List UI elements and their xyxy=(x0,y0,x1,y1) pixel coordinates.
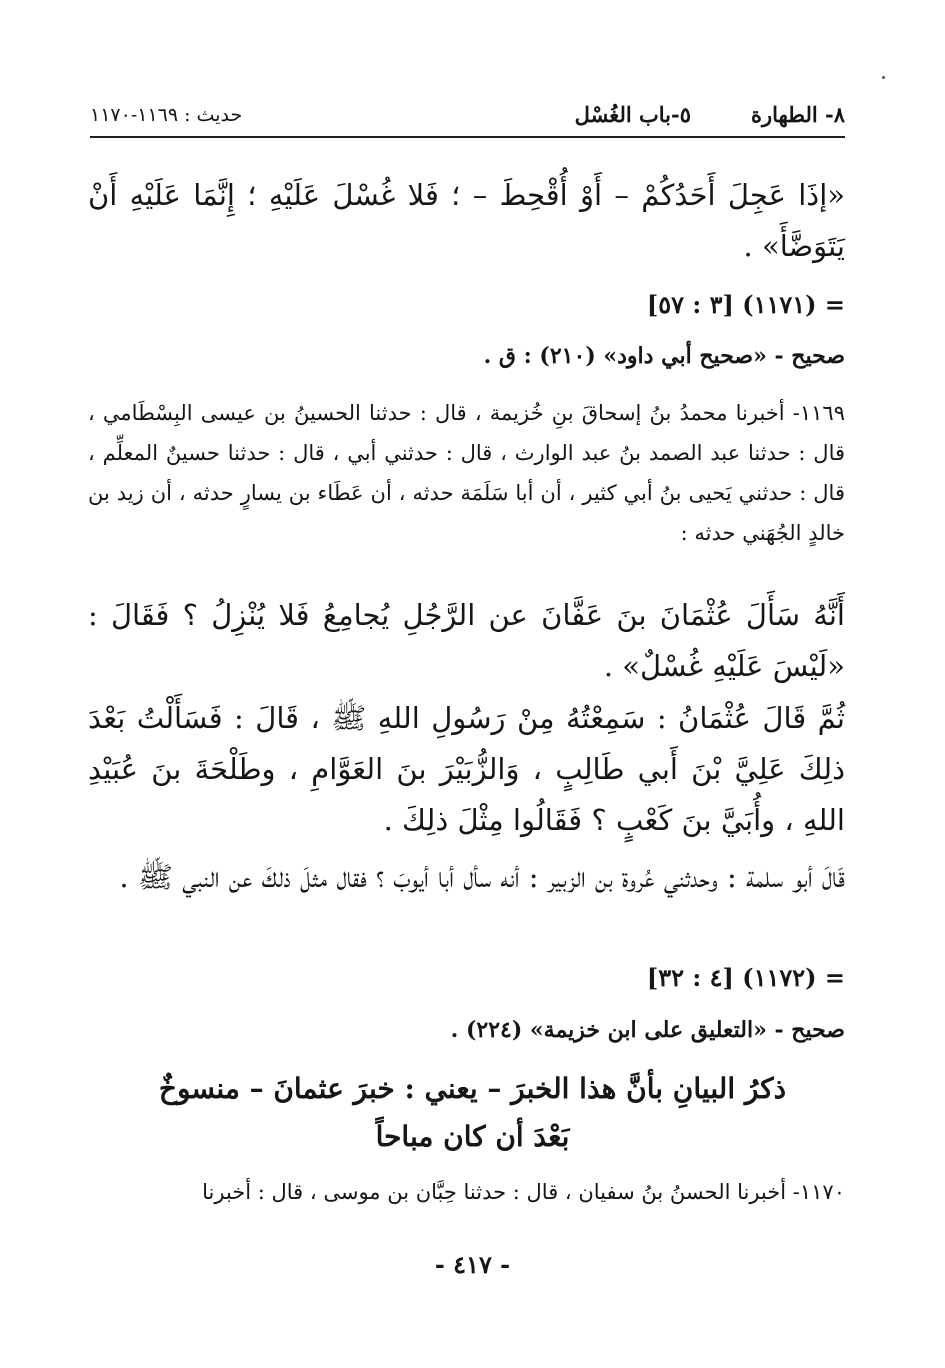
hadith-text-4: قَالَ أبو سلمة : وحدثني عُروة بن الزبير : أنه سأل أبا أيوبَ ؟ فقال مثلَ ذلكَ عن النبي ﷺ . xyxy=(119,860,845,894)
header-hadith-range: حديث : ١١٦٩-١١٧٠ xyxy=(90,104,243,126)
isnad-1169: ١١٦٩- أخبرنا محمدُ بنُ إسحاقَ بنِ خُزيمة ، قال : حدثنا الحسينُ بن عيسى البِسْطَامي ، قال : حدثنا عبد الصمد بنُ عبد الوارث ، قال : حدثني أبي ، قال : حدثنا حسينٌ المعلِّم ، قال : حدثني يَحيى بنُ أبي كثير ، أن أبا سَلَمَة حدثه ، أن عَطَاء بن يسارٍ حدثه ، أن زيد بن خالدٍ الجُهَني حدثه : xyxy=(88,401,845,545)
hadith-text-3: ثُمَّ قَالَ عُثْمَانُ : سَمِعْتُهُ مِنْ رَسُولِ اللهِ ﷺ ، قَالَ : فَسَأَلْتُ بَعْدَ ذلِكَ عَلِيَّ بْنَ أَبي طَالِبٍ ، وَالزُّبَيْرَ بنَ العَوَّامِ ، وطَلْحَةَ بنَ عُبَيْدِ اللهِ ، وأُبَيَّ بنَ كَعْبٍ ؟ فَقَالُوا مِثْلَ ذلِكَ . xyxy=(88,701,845,837)
isnad-1170: ١١٧٠- أخبرنا الحسنُ بنُ سفيان ، قال : حدثنا حِبَّان بن موسى ، قال : أخبرنا xyxy=(202,1180,845,1204)
page-number: - ٤١٧ - xyxy=(434,1250,511,1279)
cross-reference-2: = (١١٧٢) [٤ : ٣٢] xyxy=(646,963,845,992)
scan-speck xyxy=(882,76,885,79)
section-heading-line-2: بَعْدَ أن كان مباحاً xyxy=(375,1120,570,1153)
section-heading xyxy=(150,1065,795,1161)
running-header xyxy=(90,96,845,138)
header-chapter: ٥-باب الغُسْل xyxy=(574,102,691,127)
section-heading-line-1: ذكرُ البيانِ بأنَّ هذا الخبرَ – يعني : خبرَ عثمانَ – منسوخٌ xyxy=(158,1072,787,1105)
grading-1: صحيح - «صحيح أبي داود» (٢١٠) : ق . xyxy=(483,343,845,369)
cross-reference-1: = (١١٧١) [٣ : ٥٧] xyxy=(646,290,845,319)
grading-2: صحيح - «التعليق على ابن خزيمة» (٢٢٤) . xyxy=(450,1017,845,1043)
header-section xyxy=(575,102,845,127)
hadith-text-2: أَنَّهُ سَأَلَ عُثْمَانَ بنَ عَفَّانَ عن الرَّجُلِ يُجامِعُ فَلا يُنْزِلُ ؟ فَقَالَ : «لَيْسَ عَلَيْهِ غُسْلٌ» . xyxy=(88,598,845,683)
hadith-text-1: «إذَا عَجِلَ أَحَدُكُمْ – أَوْ أُقْحِطَ – ؛ فَلا غُسْلَ عَلَيْهِ ؛ إِنَّمَا عَلَيْهِ أَنْ يَتَوَضَّأَ» . xyxy=(88,178,845,263)
header-book: ٨- الطهارة xyxy=(751,102,845,127)
